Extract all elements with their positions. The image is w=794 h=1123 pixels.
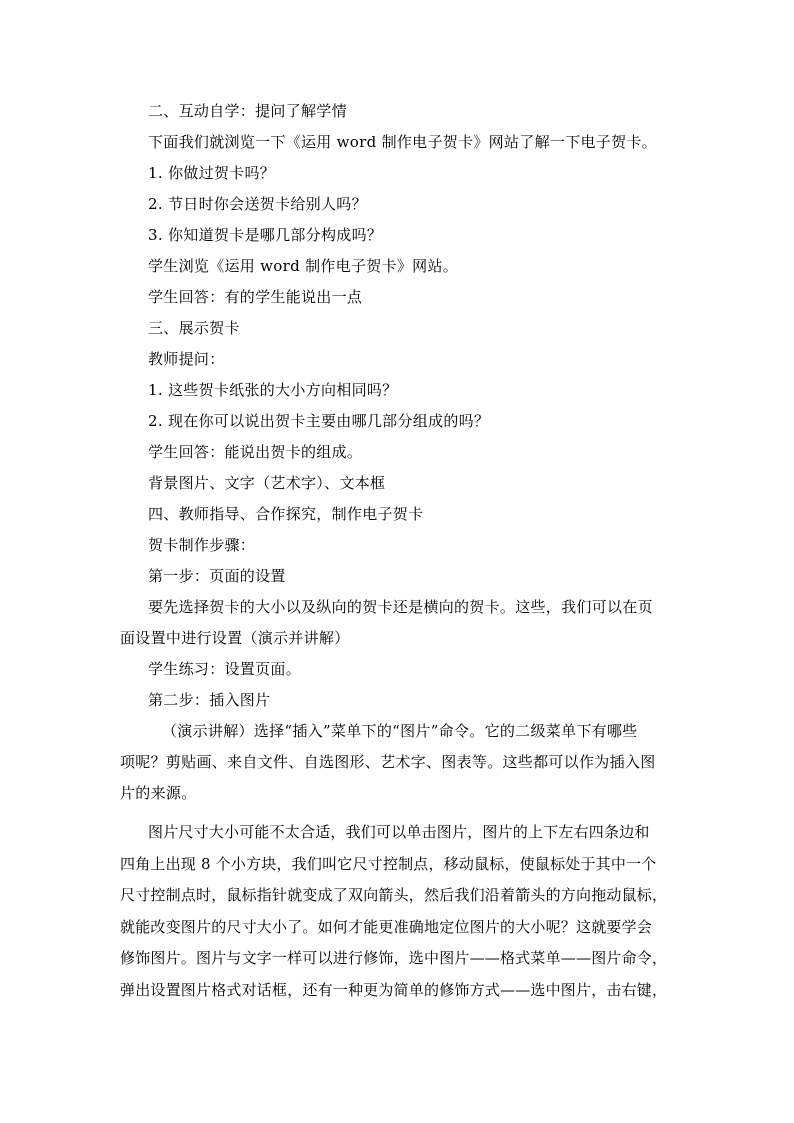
question-item: 1. 你做过贺卡吗？ <box>148 164 276 182</box>
section-heading-2: 二、互动自学：提问了解学情 <box>148 102 347 120</box>
document-body <box>120 96 676 1006</box>
body-line: 片的来源。 <box>120 784 197 802</box>
paragraph-line: 四角上出现 8 个小方块，我们叫它尺寸控制点，移动鼠标，使鼠标处于其中一个 <box>120 854 657 873</box>
body-line: （演示讲解）选择“插入”菜单下的“图片”命令。它的二级菜单下有哪些 <box>162 722 638 740</box>
question-item: 2. 现在你可以说出贺卡主要由哪几部分组成的吗？ <box>148 412 490 430</box>
body-line: 学生回答：有的学生能说出一点 <box>148 288 363 306</box>
paragraph-line: 尺寸控制点时，鼠标指针就变成了双向箭头，然后我们沿着箭头的方向拖动鼠标， <box>120 886 668 904</box>
body-line: 学生浏览《运用 word 制作电子贺卡》网站。 <box>148 257 459 275</box>
section-heading-3: 三、展示贺卡 <box>148 319 240 337</box>
step-heading: 第一步：页面的设置 <box>148 567 286 585</box>
paragraph-line: 就能改变图片的尺寸大小了。如何才能更准确地定位图片的大小呢？这就要学会 <box>120 917 653 936</box>
paragraph-line: 图片尺寸大小可能不太合适，我们可以单击图片，图片的上下左右四条边和 <box>148 823 650 841</box>
paragraph-line: 修饰图片。图片与文字一样可以进行修饰，选中图片——格式菜单——图片命令， <box>120 949 668 967</box>
paragraph-gap <box>120 809 676 817</box>
question-item: 3. 你知道贺卡是哪几部分构成吗？ <box>148 226 383 244</box>
body-line: 背景图片、文字（艺术字）、文本框 <box>148 474 386 492</box>
body-line: 教师提问： <box>148 350 225 368</box>
body-line: 贺卡制作步骤： <box>148 536 256 554</box>
question-item: 2. 节日时你会送贺卡给别人吗？ <box>148 195 367 213</box>
body-line: 要先选择贺卡的大小以及纵向的贺卡还是横向的贺卡。这些，我们可以在页 <box>148 598 653 616</box>
body-line: 下面我们就浏览一下《运用 word 制作电子贺卡》网站了解一下电子贺卡。 <box>148 133 657 151</box>
section-heading-4: 四、教师指导、合作探究，制作电子贺卡 <box>148 505 424 523</box>
body-line: 学生回答：能说出贺卡的组成。 <box>148 443 363 461</box>
question-item: 1. 这些贺卡纸张的大小方向相同吗？ <box>148 381 398 399</box>
step-heading: 第二步：插入图片 <box>148 691 271 709</box>
paragraph <box>120 817 676 1006</box>
body-line: 学生练习：设置页面。 <box>148 660 302 678</box>
body-line: 项呢？剪贴画、来自文件、自选图形、艺术字、图表等。这些都可以作为插入图 <box>120 753 656 771</box>
body-line: 面设置中进行设置（演示并讲解） <box>120 629 350 647</box>
paragraph-line: 弹出设置图片格式对话框，还有一种更为简单的修饰方式——选中图片，击右键， <box>120 980 668 999</box>
